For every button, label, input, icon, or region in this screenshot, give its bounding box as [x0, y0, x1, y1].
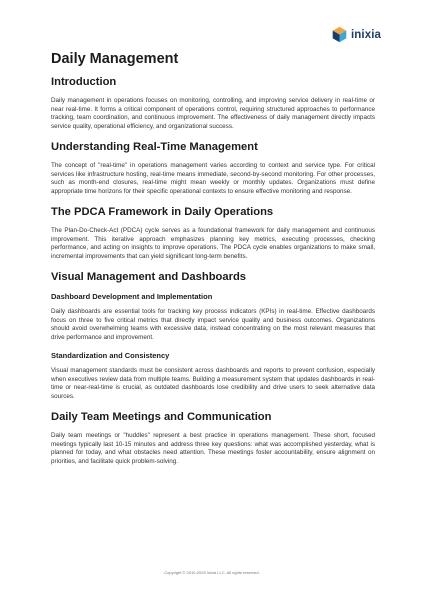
section-team-meetings [51, 411, 375, 466]
section-heading: The PDCA Framework in Daily Operations [51, 206, 274, 218]
inixia-logo-icon [331, 26, 348, 43]
section-paragraph: Daily team meetings or "huddles" represent a best practice in operations management. These short, focused meetings typically last 10-15 minutes and address three key questions: what was accomplished yesterday, what is planned for today, and what obstacles need attention. These meetings foster accountability, ensure alignment on priorities, and facilitate quick problem-solving. [51, 432, 375, 465]
section-heading: Visual Management and Dashboards [51, 271, 247, 283]
section-heading: Introduction [51, 76, 117, 88]
subsection-paragraph: Visual management standards must be consistent across dashboards and reports to prevent confusion, especially when executives review data from multiple teams. Building a measurement system that updates dashboards in real-time or near-real-time is crucial, as outdated dashboards lose credibility and drive users to seek alternative data sources. [51, 367, 375, 400]
subsection-heading: Dashboard Development and Implementation [51, 292, 213, 301]
subsection-dashboard-development [51, 292, 375, 342]
brand-logo [331, 26, 381, 43]
section-pdca-framework [51, 206, 375, 261]
section-visual-management [51, 271, 375, 401]
section-paragraph: The concept of "real-time" in operations management varies according to context and service type. For critical services like infrastructure hosting, real-time means immediate, second-by-second monitoring. For other processes, such as month-end closures, real-time might mean weekly or monthly updates. Organizations must define appropriate time horizons for their specific operational contexts to ensure effective monitoring and response. [51, 162, 375, 195]
section-heading: Understanding Real-Time Management [51, 141, 258, 153]
section-paragraph: Daily management in operations focuses on monitoring, controlling, and improving service delivery in real-time or near real-time. It forms a critical component of operations control, requiring structured approaches to performance tracking, team coordination, and continuous improvement. The effectiveness of daily management directly impacts service quality, operational efficiency, and organizational success. [51, 97, 375, 130]
subsection-paragraph: Daily dashboards are essential tools for tracking key process indicators (KPIs) in real-time. Effective dashboards focus on three to five critical metrics that directly impact service quality and business outcomes. Organizations should avoid overwhelming teams with excessive data, instead concentrating on the most relevant measures that drive performance and improvement. [51, 308, 375, 341]
document-body [51, 76, 375, 476]
copyright-footer: Copyright © 2010-2025 Inixia LLC. All rights reserved. [164, 570, 260, 575]
subsection-heading: Standardization and Consistency [51, 351, 170, 360]
subsection-standardization [51, 351, 375, 401]
brand-name: inixia [351, 28, 382, 41]
section-real-time-management [51, 141, 375, 196]
page-title: Daily Management [51, 51, 179, 67]
section-paragraph: The Plan-Do-Check-Act (PDCA) cycle serves as a foundational framework for daily management and continuous improvement. This iterative approach emphasizes planning key metrics, executing processes, checking performance, and acting on insights to improve operations. The PDCA cycle enables organizations to make small, incremental improvements that can yield significant long-term benefits. [51, 227, 375, 260]
section-heading: Daily Team Meetings and Communication [51, 411, 272, 423]
section-introduction [51, 76, 375, 131]
